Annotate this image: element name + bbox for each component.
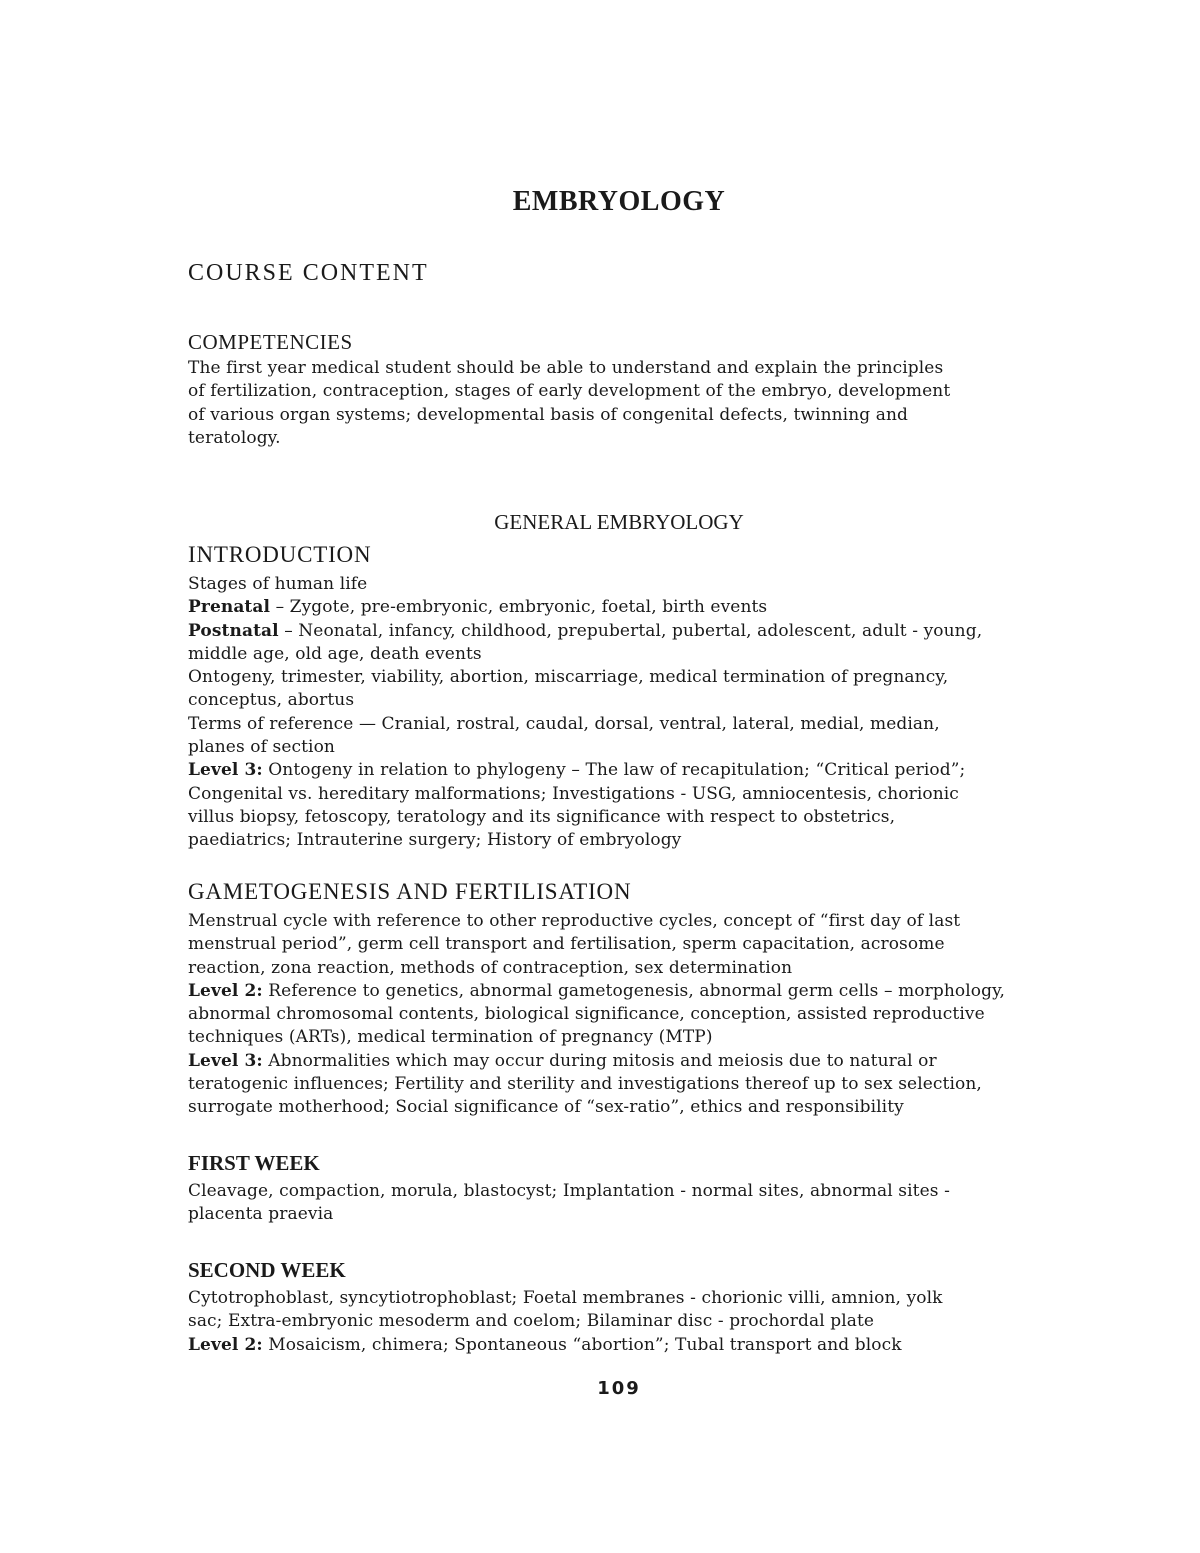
gametogenesis-level3-line	[188, 1050, 1050, 1073]
introduction-section	[188, 541, 1050, 853]
page-number: 109	[597, 1378, 641, 1399]
level3-text: Abnormalities which may occur during mitosis and meiosis due to natural or	[262, 1050, 937, 1071]
level3-label: Level 3:	[188, 760, 263, 781]
competencies-line: The first year medical student should be able to understand and explain the principles	[188, 358, 944, 378]
second-week-heading: SECOND WEEK	[188, 1258, 346, 1282]
prenatal-text: – Zygote, pre-embryonic, embryonic, foetal, birth events	[270, 597, 768, 618]
gametogenesis-level2-line	[188, 980, 1050, 1003]
course-content-heading: COURSE CONTENT	[188, 260, 429, 286]
competencies-section	[188, 329, 1050, 450]
second-week-level2-line	[188, 1334, 1050, 1357]
intro-line: Stages of human life	[188, 574, 368, 594]
intro-level3-line	[188, 759, 1050, 782]
first-week-section	[188, 1150, 1050, 1227]
intro-line: planes of section	[188, 737, 335, 758]
general-embryology-section	[188, 509, 1050, 535]
first-week-heading: FIRST WEEK	[188, 1151, 320, 1175]
intro-line: Terms of reference — Cranial, rostral, caudal, dorsal, ventral, lateral, medial, median,	[188, 713, 940, 734]
competencies-line: of various organ systems; developmental basis of congenital defects, twinning and	[188, 404, 909, 425]
gametogenesis-line: surrogate motherhood; Social significance of “sex-ratio”, ethics and responsibility	[188, 1097, 904, 1118]
intro-line: conceptus, abortus	[188, 690, 355, 711]
second-week-line: Cytotrophoblast, syncytiotrophoblast; Foetal membranes - chorionic villi, amnion, yolk	[188, 1288, 943, 1308]
postnatal-label: Postnatal	[188, 620, 279, 641]
level2-label: Level 2:	[188, 980, 263, 1001]
postnatal-text: – Neonatal, infancy, childhood, prepubertal, pubertal, adolescent, adult - young,	[278, 620, 983, 641]
page-title: EMBRYOLOGY	[512, 186, 726, 217]
second-week-section	[188, 1257, 1050, 1357]
introduction-heading: INTRODUCTION	[188, 542, 372, 567]
competencies-line: teratology.	[188, 427, 281, 448]
gametogenesis-line: teratogenic influences; Fertility and sterility and investigations thereof up to sex selection,	[188, 1074, 982, 1095]
intro-line: middle age, old age, death events	[188, 643, 482, 664]
second-week-line: sac; Extra-embryonic mesoderm and coelom; Bilaminar disc - prochordal plate	[188, 1311, 875, 1332]
gametogenesis-line: menstrual period”, germ cell transport and fertilisation, sperm capacitation, acrosome	[188, 934, 945, 955]
prenatal-label: Prenatal	[188, 597, 271, 618]
general-embryology-heading: GENERAL EMBRYOLOGY	[494, 510, 744, 534]
first-week-line: Cleavage, compaction, morula, blastocyst; Implantation - normal sites, abnormal sites -	[188, 1181, 950, 1201]
intro-line: Congenital vs. hereditary malformations; Investigations - USG, amniocentesis, chorionic	[188, 783, 959, 804]
gametogenesis-line: techniques (ARTs), medical termination of pregnancy (MTP)	[188, 1027, 713, 1048]
intro-line: villus biopsy, fetoscopy, teratology and its significance with respect to obstetrics,	[188, 806, 896, 827]
intro-postnatal-line	[188, 620, 1050, 643]
level2-label: Level 2:	[188, 1334, 263, 1355]
gametogenesis-line: abnormal chromosomal contents, biological significance, conception, assisted reproductive	[188, 1004, 985, 1025]
level2-text: Mosaicism, chimera; Spontaneous “abortion”; Tubal transport and block	[262, 1334, 902, 1355]
first-week-line: placenta praevia	[188, 1204, 334, 1225]
intro-line: Ontogeny, trimester, viability, abortion, miscarriage, medical termination of pregnancy,	[188, 667, 949, 688]
competencies-heading: COMPETENCIES	[188, 330, 353, 354]
level2-text: Reference to genetics, abnormal gametogenesis, abnormal germ cells – morphology,	[262, 980, 1006, 1001]
intro-line: paediatrics; Intrauterine surgery; History of embryology	[188, 830, 682, 851]
competencies-line: of fertilization, contraception, stages of early development of the embryo, development	[188, 381, 951, 402]
gametogenesis-line: reaction, zona reaction, methods of contraception, sex determination	[188, 957, 793, 978]
gametogenesis-line: Menstrual cycle with reference to other reproductive cycles, concept of “first day of last	[188, 911, 961, 931]
gametogenesis-heading: GAMETOGENESIS AND FERTILISATION	[188, 879, 632, 904]
level3-text: Ontogeny in relation to phylogeny – The law of recapitulation; “Critical period”;	[262, 760, 966, 781]
level3-label: Level 3:	[188, 1050, 263, 1071]
intro-prenatal-line	[188, 596, 1050, 619]
gametogenesis-section	[188, 878, 1050, 1120]
